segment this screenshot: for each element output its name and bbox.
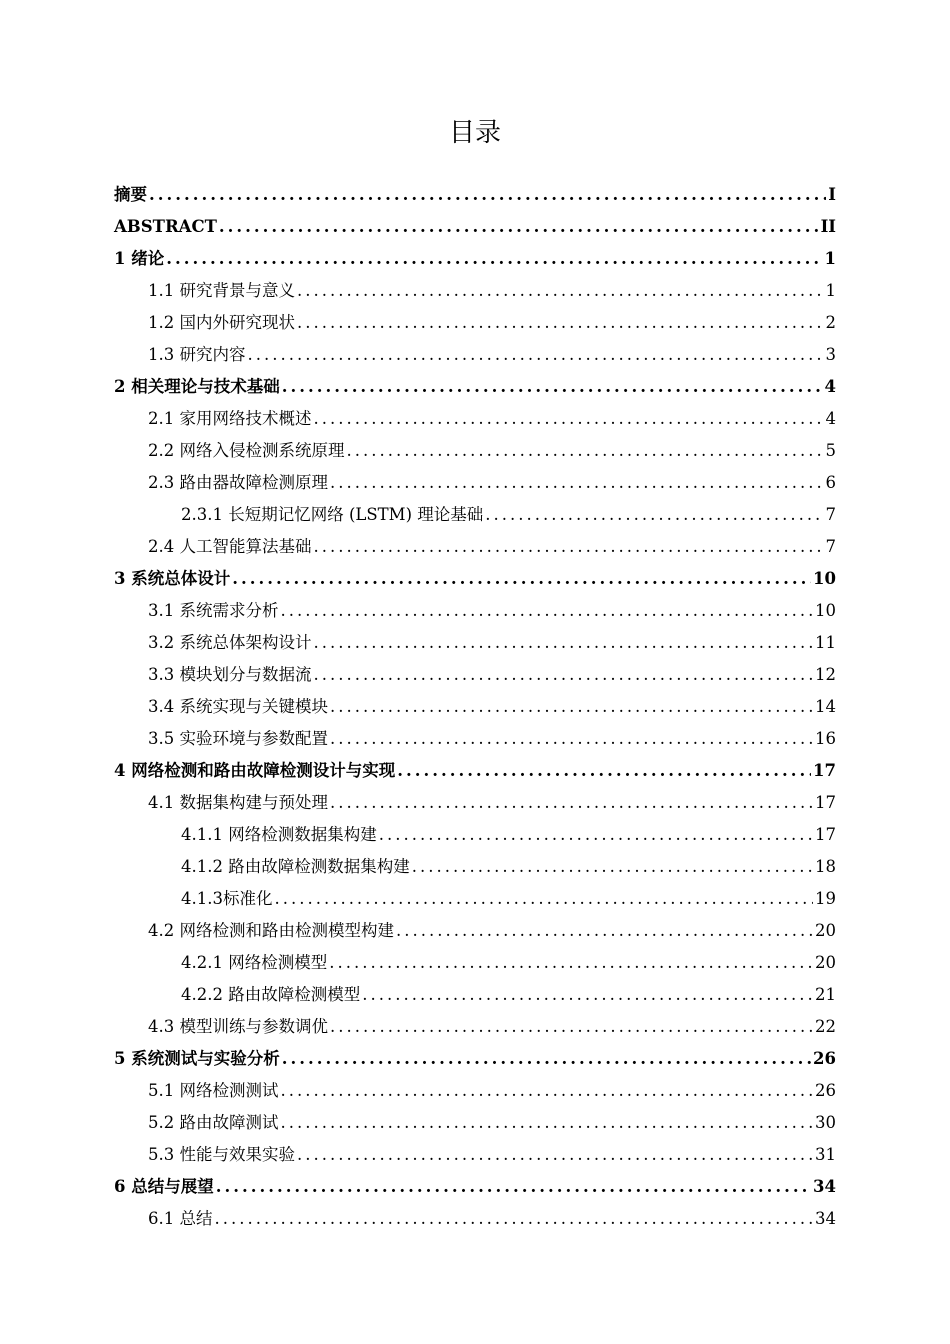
toc-entry-page-number: 14 bbox=[815, 697, 836, 716]
toc-entry[interactable] bbox=[114, 1107, 836, 1139]
dot-leader bbox=[397, 755, 811, 787]
toc-entry-label: 4.1.3标准化 bbox=[181, 889, 273, 908]
toc-entry-label: 5.1 网络检测测试 bbox=[148, 1081, 279, 1100]
dot-leader bbox=[248, 339, 824, 371]
toc-entry-page-number: 6 bbox=[825, 473, 836, 492]
toc-entry-label: 3.2 系统总体架构设计 bbox=[148, 633, 312, 652]
toc-entry-page-number: 3 bbox=[825, 345, 836, 364]
toc-entry-page-number: 22 bbox=[815, 1017, 836, 1036]
toc-entry[interactable] bbox=[114, 1171, 836, 1203]
dot-leader bbox=[297, 307, 824, 339]
toc-entry-label: 3.3 模块划分与数据流 bbox=[148, 665, 312, 684]
toc-entry[interactable] bbox=[114, 211, 836, 243]
toc-entry-page-number: 17 bbox=[815, 825, 836, 844]
toc-entry-page-number: 11 bbox=[815, 633, 836, 652]
dot-leader bbox=[314, 403, 824, 435]
toc-entry-label: 2.2 网络入侵检测系统原理 bbox=[148, 441, 345, 460]
toc-entry-label: 4.3 模型训练与参数调优 bbox=[148, 1017, 328, 1036]
toc-entry-page-number: 7 bbox=[825, 537, 836, 556]
dot-leader bbox=[166, 243, 822, 275]
dot-leader bbox=[329, 947, 813, 979]
toc-entry[interactable] bbox=[114, 307, 836, 339]
toc-entry[interactable] bbox=[114, 723, 836, 755]
toc-entry-page-number: 18 bbox=[815, 857, 836, 876]
toc-entry-label: 3.4 系统实现与关键模块 bbox=[148, 697, 328, 716]
toc-entry-page-number: 10 bbox=[813, 569, 836, 588]
dot-leader bbox=[362, 979, 813, 1011]
toc-entry-page-number: 7 bbox=[825, 505, 836, 524]
toc-entry-label: 6.1 总结 bbox=[148, 1209, 213, 1228]
toc-entry-label: 2 相关理论与技术基础 bbox=[114, 377, 280, 396]
toc-entry[interactable] bbox=[114, 243, 836, 275]
toc-entry-label: 4.2.2 路由故障检测模型 bbox=[181, 985, 361, 1004]
toc-entry-label: 4.1 数据集构建与预处理 bbox=[148, 793, 328, 812]
toc-entry-label: 5.3 性能与效果实验 bbox=[148, 1145, 295, 1164]
dot-leader bbox=[330, 467, 824, 499]
toc-entry-label: 1.3 研究内容 bbox=[148, 345, 246, 364]
toc-entry[interactable] bbox=[114, 531, 836, 563]
toc-entry[interactable] bbox=[114, 1139, 836, 1171]
toc-entry[interactable] bbox=[114, 563, 836, 595]
dot-leader bbox=[330, 787, 813, 819]
toc-entry[interactable] bbox=[114, 691, 836, 723]
toc-entry[interactable] bbox=[114, 403, 836, 435]
toc-entry-page-number: 19 bbox=[815, 889, 836, 908]
dot-leader bbox=[314, 659, 814, 691]
toc-entry-page-number: 34 bbox=[815, 1209, 836, 1228]
dot-leader bbox=[215, 1203, 814, 1235]
toc-entry-page-number: 12 bbox=[815, 665, 836, 684]
toc-entry-label: 3 系统总体设计 bbox=[114, 569, 231, 588]
toc-entry[interactable] bbox=[114, 179, 836, 211]
toc-entry-label: 3.1 系统需求分析 bbox=[148, 601, 279, 620]
toc-entry-page-number: 4 bbox=[825, 409, 836, 428]
toc-entry[interactable] bbox=[114, 851, 836, 883]
dot-leader bbox=[281, 1075, 814, 1107]
dot-leader bbox=[412, 851, 813, 883]
toc-entry[interactable] bbox=[114, 627, 836, 659]
toc-entry[interactable] bbox=[114, 979, 836, 1011]
toc-entry-page-number: 31 bbox=[815, 1145, 836, 1164]
toc-entry-label: 4 网络检测和路由故障检测设计与实现 bbox=[114, 761, 396, 780]
toc-entry[interactable] bbox=[114, 275, 836, 307]
toc-entry-label: 2.3.1 长短期记忆网络 (LSTM) 理论基础 bbox=[181, 505, 484, 524]
toc-entry-label: 4.1.2 路由故障检测数据集构建 bbox=[181, 857, 410, 876]
toc-entry-page-number: 26 bbox=[815, 1081, 836, 1100]
toc-entry-page-number: 1 bbox=[825, 281, 836, 300]
toc-entry-page-number: 4 bbox=[824, 377, 836, 396]
toc-entry-label: 1.2 国内外研究现状 bbox=[148, 313, 295, 332]
toc-entry-page-number: 20 bbox=[815, 953, 836, 972]
toc-entry-label: ABSTRACT bbox=[114, 217, 217, 236]
dot-leader bbox=[281, 595, 814, 627]
toc-entry[interactable] bbox=[114, 595, 836, 627]
toc-entry-label: 4.2 网络检测和路由检测模型构建 bbox=[148, 921, 394, 940]
toc-entry[interactable] bbox=[114, 467, 836, 499]
toc-entry-label: 2.4 人工智能算法基础 bbox=[148, 537, 312, 556]
toc-entry-label: 1.1 研究背景与意义 bbox=[148, 281, 295, 300]
toc-entry[interactable] bbox=[114, 787, 836, 819]
toc-entry-page-number: 2 bbox=[825, 313, 836, 332]
toc-entry-page-number: II bbox=[820, 217, 836, 236]
toc-entry[interactable] bbox=[114, 883, 836, 915]
toc-entry-label: 6 总结与展望 bbox=[114, 1177, 214, 1196]
toc-entry-label: 5.2 路由故障测试 bbox=[148, 1113, 279, 1132]
toc-entry-page-number: 34 bbox=[813, 1177, 836, 1196]
dot-leader bbox=[216, 1171, 811, 1203]
dot-leader bbox=[314, 627, 814, 659]
toc-entry[interactable] bbox=[114, 339, 836, 371]
toc-entry-label: 4.2.1 网络检测模型 bbox=[181, 953, 328, 972]
toc-entry-label: 1 绪论 bbox=[114, 249, 165, 268]
toc-entry-page-number: 20 bbox=[815, 921, 836, 940]
toc-entry[interactable] bbox=[114, 371, 836, 403]
toc-entry[interactable] bbox=[114, 755, 836, 787]
toc-entry[interactable] bbox=[114, 1043, 836, 1075]
toc-entry-label: 2.1 家用网络技术概述 bbox=[148, 409, 312, 428]
toc-entry[interactable] bbox=[114, 1011, 836, 1043]
dot-leader bbox=[282, 371, 823, 403]
dot-leader bbox=[274, 883, 813, 915]
toc-entry[interactable] bbox=[114, 1203, 836, 1235]
toc-entry-page-number: I bbox=[828, 185, 836, 204]
toc-entry[interactable] bbox=[114, 499, 836, 531]
toc-entry-page-number: 17 bbox=[815, 793, 836, 812]
dot-leader bbox=[347, 435, 824, 467]
toc-entry[interactable] bbox=[114, 435, 836, 467]
toc-entry-label: 5 系统测试与实验分析 bbox=[114, 1049, 280, 1068]
dot-leader bbox=[379, 819, 813, 851]
toc-entry-page-number: 1 bbox=[824, 249, 836, 268]
dot-leader bbox=[330, 723, 813, 755]
toc-entry[interactable] bbox=[114, 819, 836, 851]
toc-entry-page-number: 26 bbox=[813, 1049, 836, 1068]
toc-entry[interactable] bbox=[114, 659, 836, 691]
toc-entry-page-number: 17 bbox=[813, 761, 836, 780]
toc-entry-label: 4.1.1 网络检测数据集构建 bbox=[181, 825, 377, 844]
toc-entry-page-number: 16 bbox=[815, 729, 836, 748]
toc-entry-page-number: 30 bbox=[815, 1113, 836, 1132]
toc-entry[interactable] bbox=[114, 947, 836, 979]
dot-leader bbox=[297, 1139, 813, 1171]
page-title: 目录 bbox=[448, 118, 501, 148]
dot-leader bbox=[282, 1043, 811, 1075]
dot-leader bbox=[396, 915, 813, 947]
toc-entry-page-number: 21 bbox=[815, 985, 836, 1004]
dot-leader bbox=[149, 179, 826, 211]
toc-entry[interactable] bbox=[114, 915, 836, 947]
dot-leader bbox=[297, 275, 824, 307]
dot-leader bbox=[232, 563, 811, 595]
toc-entry-page-number: 5 bbox=[825, 441, 836, 460]
dot-leader bbox=[330, 1011, 813, 1043]
dot-leader bbox=[330, 691, 813, 723]
table-of-contents bbox=[114, 179, 836, 1235]
dot-leader bbox=[281, 1107, 814, 1139]
toc-entry[interactable] bbox=[114, 1075, 836, 1107]
dot-leader bbox=[219, 211, 819, 243]
toc-entry-label: 3.5 实验环境与参数配置 bbox=[148, 729, 328, 748]
dot-leader bbox=[485, 499, 823, 531]
toc-entry-label: 2.3 路由器故障检测原理 bbox=[148, 473, 328, 492]
dot-leader bbox=[314, 531, 824, 563]
toc-entry-label: 摘要 bbox=[114, 185, 147, 204]
toc-entry-page-number: 10 bbox=[815, 601, 836, 620]
